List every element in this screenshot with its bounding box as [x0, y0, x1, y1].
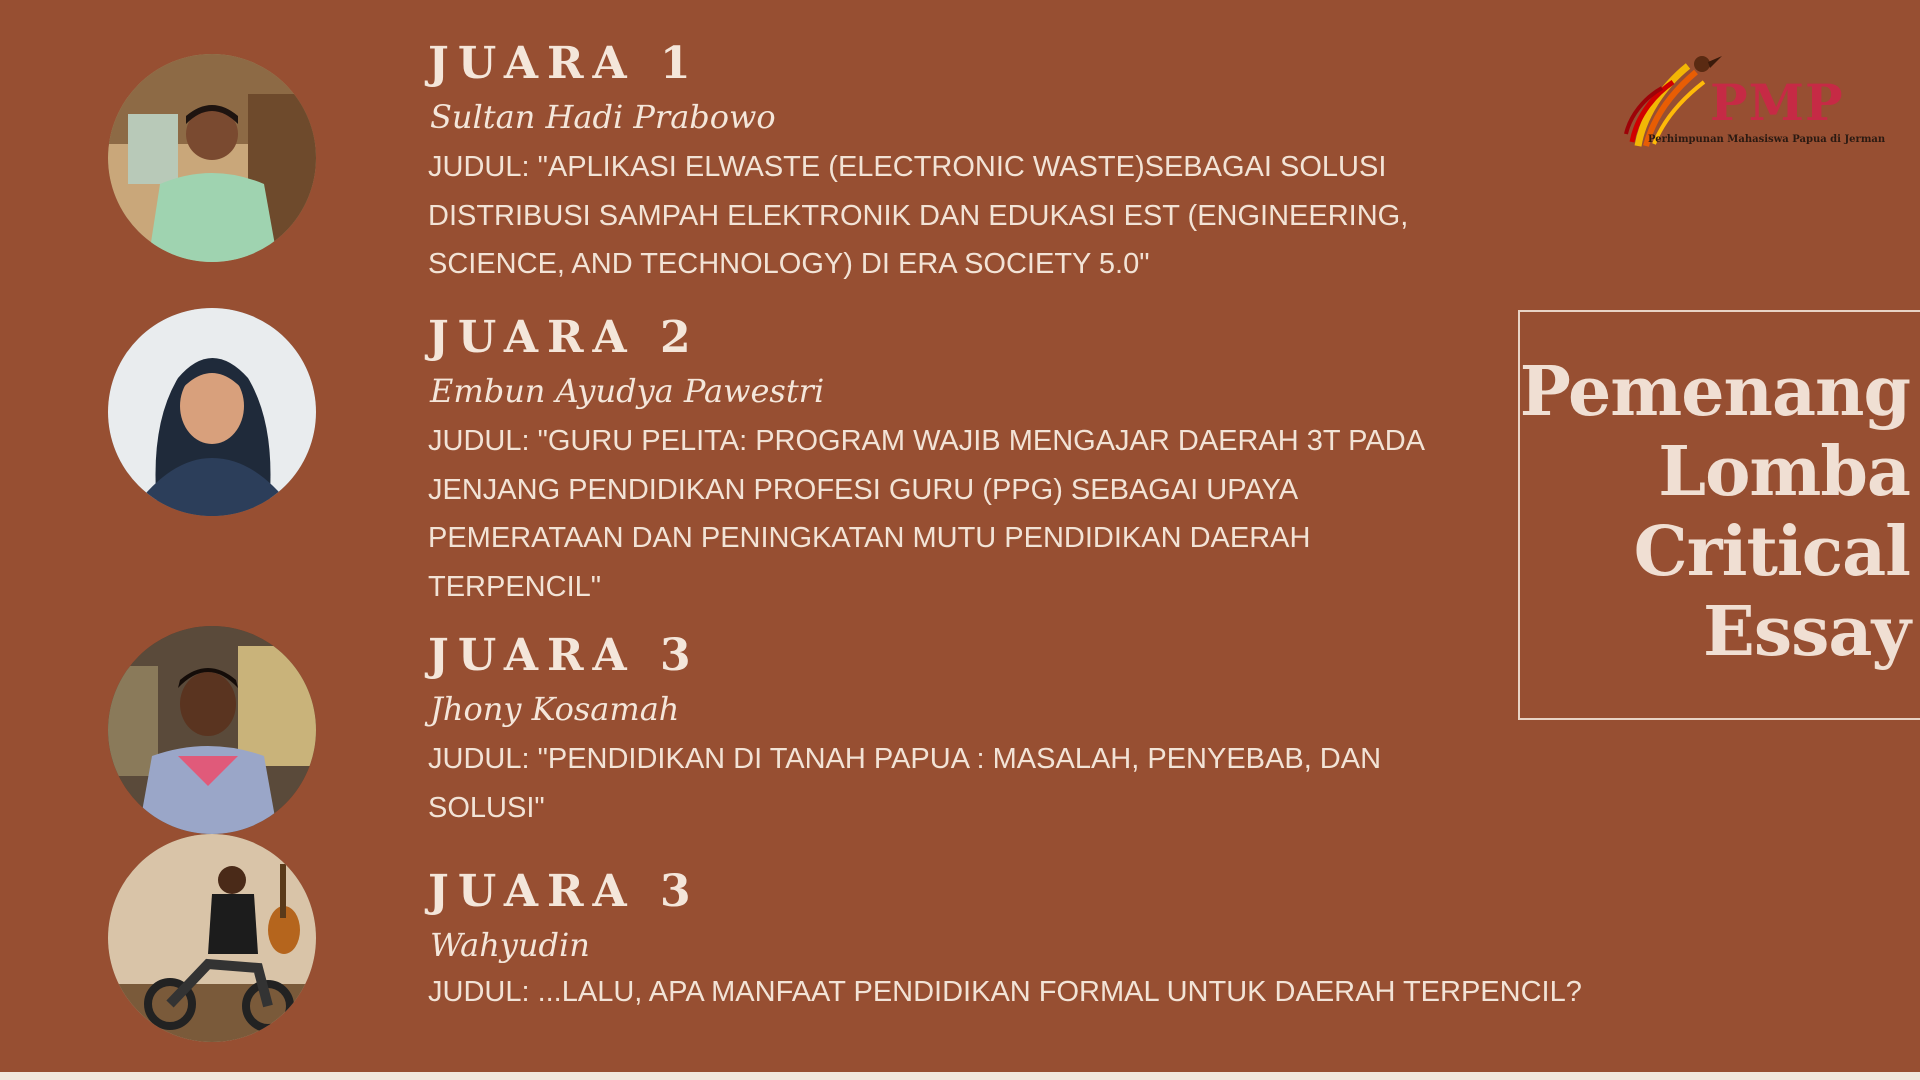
winner-3-title: JUDUL: "PENDIDIKAN DI TANAH PAPUA : MASALAH, PENYEBAB, DAN SOLUSI" — [428, 743, 1382, 824]
logo-subtitle: Perhimpunan Mahasiswa Papua di Jerman — [1648, 134, 1886, 145]
person-photo-icon — [108, 308, 316, 516]
winner-3-name: Jhony Kosamah — [430, 690, 680, 728]
winner-3-rank: JUARA 3 — [428, 630, 700, 681]
person-photo-icon — [108, 54, 316, 262]
winner-4-title: JUDUL: ...LALU, APA MANFAAT PENDIDIKAN FORMAL UNTUK DAERAH TERPENCIL? — [428, 976, 1582, 1008]
logo-text: PMP — [1710, 73, 1844, 132]
winner-2-title: JUDUL: "GURU PELITA: PROGRAM WAJIB MENGAJAR DAERAH 3T PADA JENJANG PENDIDIKAN PROFESI GURU (PPG) SEBAGAI UPAYA PEMERATAAN DAN PENINGKATAN MUTU PENDIDIKAN DAERAH TERPENCIL" — [428, 425, 1424, 603]
winner-3-photo — [108, 626, 316, 834]
person-photo-icon — [108, 834, 316, 1042]
winner-1-name: Sultan Hadi Prabowo — [430, 98, 776, 136]
winner-4-photo — [108, 834, 316, 1042]
winner-2-rank: JUARA 2 — [428, 312, 700, 363]
headline-line-4: Essay — [1703, 592, 1910, 672]
headline-line-1: Pemenang — [1519, 352, 1910, 432]
winner-2-photo — [108, 308, 316, 516]
headline-title — [1520, 352, 1910, 672]
winner-1-photo — [108, 54, 316, 262]
headline-line-3: Critical — [1633, 512, 1910, 592]
bottom-decoration — [0, 1072, 1920, 1080]
headline-line-2: Lomba — [1658, 432, 1910, 512]
headline-box — [1518, 310, 1920, 720]
winner-1-rank: JUARA 1 — [428, 38, 700, 89]
winner-4-name: Wahyudin — [430, 926, 590, 964]
person-photo-icon — [108, 626, 316, 834]
pmp-logo — [1618, 46, 1888, 156]
winner-2-name: Embun Ayudya Pawestri — [430, 372, 825, 410]
winner-4-rank: JUARA 3 — [428, 866, 700, 917]
winner-1-title: JUDUL: "APLIKASI ELWASTE (ELECTRONIC WASTE)SEBAGAI SOLUSI DISTRIBUSI SAMPAH ELEKTRONIK DAN EDUKASI EST (ENGINEERING, SCIENCE, AND TECHNOLOGY) DI ERA SOCIETY 5.0" — [428, 151, 1409, 280]
